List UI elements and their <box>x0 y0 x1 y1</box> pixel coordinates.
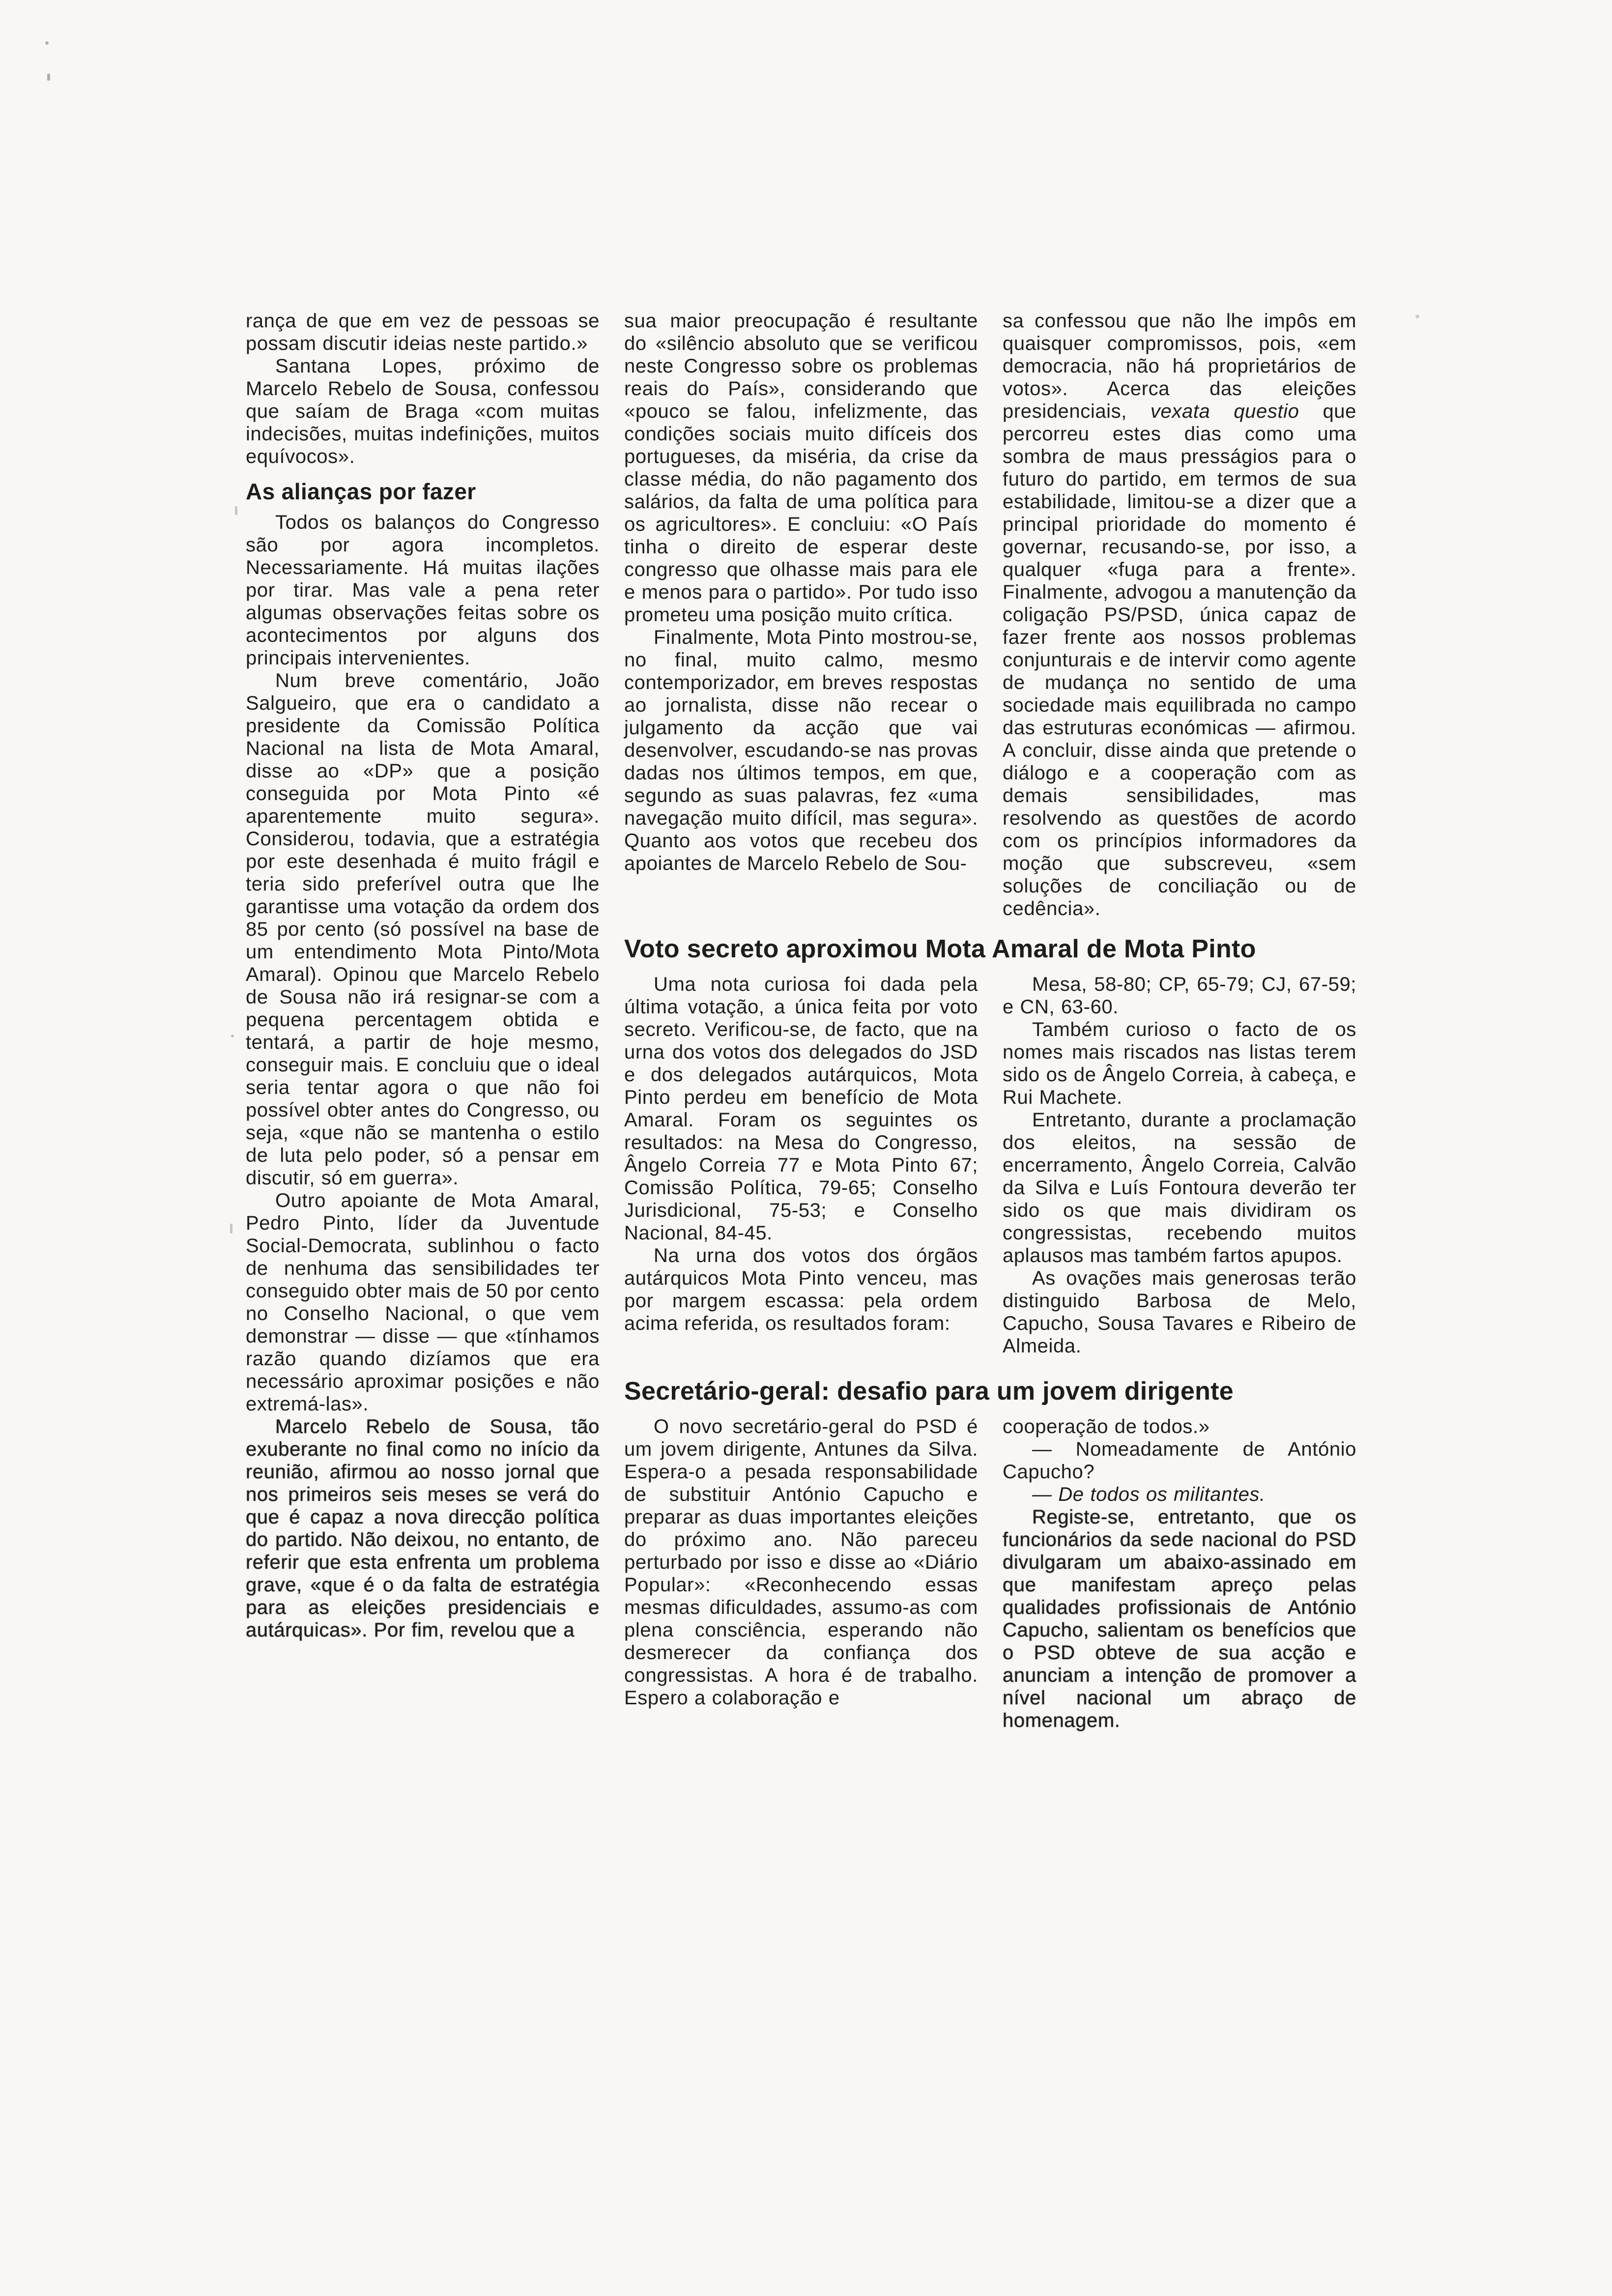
paragraph: Santana Lopes, próximo de Marcelo Rebelo de Sousa, confessou que saíam de Braga «com muitas indecisões, muitas indefinições, muitos equívocos». <box>246 355 600 467</box>
paragraph: sua maior preocupação é resultante do «silêncio absoluto que se verificou neste Congresso sobre os problemas reais do País», considerando que «pouco se falou, infelizmente, das condições sociais muito difíceis dos portugueses, da miséria, da crise da classe média, do não pagamento dos salários, da falta de uma política para os agricultores». E concluiu: «O País tinha o direito de esperar deste congresso que olhasse mais para ele e menos para o partido». Por tudo isso prometeu uma posição muito crítica. <box>624 310 978 626</box>
voto-column-left <box>624 973 978 1357</box>
secretario-column-left <box>624 1415 978 1732</box>
paragraph <box>1003 310 1356 920</box>
paragraph: O novo secretário-geral do PSD é um jovem dirigente, Antunes da Silva. Espera-o a pesada responsabilidade de substituir António Capucho e preparar as duas importantes eleições do próximo ano. Não pareceu perturbado por isso e disse ao «Diário Popular»: «Reconhecendo essas mesmas dificuldades, assumo-as com plena consciência, esperando não desmerecer da confiança dos congressistas. A hora é de trabalho. Espero a colaboração e <box>624 1416 978 1709</box>
voto-column-right <box>1003 973 1356 1357</box>
scan-artifact <box>235 506 237 515</box>
column-1 <box>246 310 600 1732</box>
paragraph: Mesa, 58-80; CP, 65-79; CJ, 67-59; e CN, 63-60. <box>1003 974 1356 1018</box>
paragraph: Marcelo Rebelo de Sousa, tão exuberante no final como no início da reunião, afirmou ao nosso jornal que nos primeiros seis meses se verá do que é capaz a nova direcção política do partido. Não deixou, no entanto, de referir que esta enfrenta um problema grave, «que é o da falta de estratégia para as eleições presidenciais e autárquicas». Por fim, revelou que a <box>246 1416 600 1641</box>
column-3 <box>1003 310 1356 920</box>
paragraph: Finalmente, Mota Pinto mostrou-se, no final, muito calmo, mesmo contemporizador, em breves respostas ao jornalista, disse não recear o julgamento da acção que vai desenvolver, escudando-se nas provas dadas nos últimos tempos, em que, segundo as suas palavras, fez «uma navegação muito difícil, mas segura». Quanto aos votos que recebeu dos apoiantes de Marcelo Rebelo de Sou- <box>624 627 978 874</box>
scan-artifact <box>230 1224 232 1234</box>
text-segment-italic: vexata questio <box>1150 401 1299 422</box>
section-top <box>624 310 1356 920</box>
column-2 <box>624 310 978 920</box>
paragraph: Num breve comentário, João Salgueiro, que era o candidato a presidente da Comissão Política Nacional na lista de Mota Amaral, disse ao «DP» que a posição conseguida por Mota Pinto «é aparentemente muito segura». Considerou, todavia, que a estratégia por este desenhada é muito frágil e teria sido preferível outra que lhe garantisse uma votação da ordem dos 85 por cento (só possível na base de um entendimento Mota Pinto/Mota Amaral). Opinou que Marcelo Rebelo de Sousa não irá resignar-se com a pequena percentagem obtida e tentará, a partir de hoje mesmo, conseguir mais. E concluiu que o ideal seria tentar agora o que não foi possível obter antes do Congresso, ou seja, «que não se mantenha o estilo de luta pelo poder, só a pensar em discutir, só em guerra». <box>246 670 600 1189</box>
paragraph: Todos os balanços do Congresso são por agora incompletos. Necessariamente. Há muitas ilações por tirar. Mas vale a pena reter algumas observações feitas sobre os acontecimentos por alguns dos principais intervenientes. <box>246 512 600 669</box>
section-voto-secreto <box>624 973 1356 1357</box>
headline-secretario-geral: Secretário-geral: desafio para um jovem dirigente <box>624 1377 1234 1406</box>
secretario-column-right <box>1003 1415 1356 1732</box>
paragraph: Registe-se, entretanto, que os funcionários da sede nacional do PSD divulgaram um abaixo-assinado em que manifestam apreço pelas qualidades profissionais de António Capucho, salientam os benefícios que o PSD obteve de sua acção e anunciam a intenção de promover a nível nacional um abraço de homenagem. <box>1003 1506 1356 1731</box>
headline-voto-secreto: Voto secreto aproximou Mota Amaral de Mota Pinto <box>624 935 1256 963</box>
paragraph: Na urna dos votos dos órgãos autárquicos Mota Pinto venceu, mas por margem escassa: pela ordem acima referida, os resultados foram: <box>624 1245 978 1334</box>
scan-artifact <box>1415 315 1419 318</box>
paragraph: Uma nota curiosa foi dada pela última votação, a única feita por voto secreto. Verificou-se, de facto, que na urna dos votos dos delegados do JSD e dos delegados autárquicos, Mota Pinto perdeu em benefício de Mota Amaral. Foram os seguintes os resultados: na Mesa do Congresso, Ângelo Correia 77 e Mota Pinto 67; Comissão Política, 79-65; Conselho Jurisdicional, 75-53; e Conselho Nacional, 84-45. <box>624 974 978 1244</box>
text-segment: sa confessou que não lhe impôs em quaisquer compromissos, pois, «em democracia, não há proprietários de votos». Acerca das eleições presidenciais, <box>1003 310 1356 422</box>
section-secretario-geral <box>624 1415 1356 1732</box>
article-content <box>246 310 1356 1732</box>
scan-artifact <box>47 74 50 81</box>
paragraph: Também curioso o facto de os nomes mais riscados nas listas terem sido os de Ângelo Correia, à cabeça, e Rui Machete. <box>1003 1019 1356 1108</box>
text-segment: que percorreu estes dias como uma sombra de maus presságios para o futuro do partido, em termos de sua estabilidade, limitou-se a dizer que a principal prioridade do momento é governar, recusando-se, por isso, a qualquer «fuga para a frente». Finalmente, advogou a manutenção da coligação PS/PSD, única capaz de fazer frente aos nossos problemas conjunturais e de intervir como agente de mudança no sentido de uma sociedade mais equilibrada no campo das estruturas económicas — afirmou. A concluir, disse ainda que pretende o diálogo e a cooperação com as demais sensibilidades, mas resolvendo as questões de acordo com os princípios informadores da moção que subscreveu, «sem soluções de conciliação ou de cedência». <box>1003 401 1356 919</box>
columns-2-3-area <box>624 310 1356 1732</box>
paragraph: cooperação de todos.» <box>1003 1416 1210 1437</box>
paragraph: Outro apoiante de Mota Amaral, Pedro Pinto, líder da Juventude Social-Democrata, sublinhou o facto de nenhuma das sensibilidades ter conseguido obter mais de 50 por cento no Conselho Nacional, o que vem demonstrar — disse — que «tínhamos razão quando dizíamos que era necessário aproximar posições e não extremá-las». <box>246 1190 600 1415</box>
paragraph: — Nomeadamente de António Capucho? <box>1003 1438 1356 1483</box>
scan-artifact <box>231 1034 234 1037</box>
scan-artifact <box>45 41 49 45</box>
paragraph: — De todos os militantes. <box>1032 1484 1266 1505</box>
paragraph: As ovações mais generosas terão distinguido Barbosa de Melo, Capucho, Sousa Tavares e Ribeiro de Almeida. <box>1003 1267 1356 1357</box>
subheading-as-aliancas-por-fazer: As alianças por fazer <box>246 479 476 504</box>
paragraph: rança de que em vez de pessoas se possam discutir ideias neste partido.» <box>246 310 600 354</box>
paragraph: Entretanto, durante a proclamação dos eleitos, na sessão de encerramento, Ângelo Correia, Calvão da Silva e Luís Fontoura deverão ter sido os que mais dividiram os congressistas, recebendo muitos aplausos mas também fartos apupos. <box>1003 1109 1356 1266</box>
